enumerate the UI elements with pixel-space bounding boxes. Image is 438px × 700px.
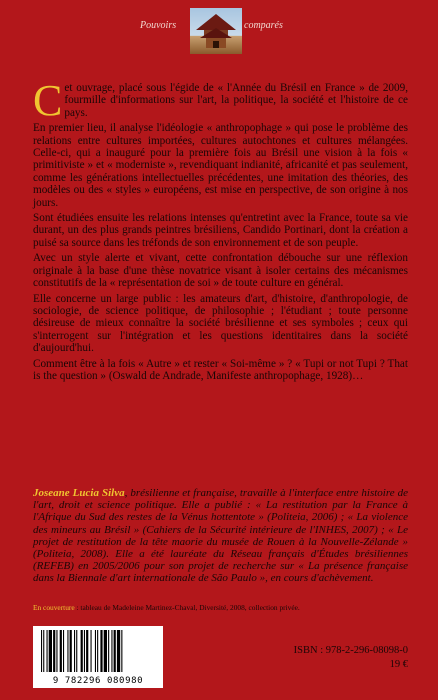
barcode-bars: [41, 630, 155, 672]
pagoda-icon: [190, 8, 242, 54]
barcode-digits: 9 782296 080980: [52, 676, 144, 686]
cover-credit: [33, 603, 408, 612]
series-logo: [140, 8, 300, 54]
barcode: [33, 626, 163, 688]
paragraph: Avec un style alerte et vivant, cette confrontation débouche sur une réflexion originale à la base d'une thèse novatrice visant à isoler certains des mécanismes constitutifs de la « représentation de soi » de toute culture en général.: [33, 252, 408, 290]
cover-credit-text: : tableau de Madeleine Martinez-Chaval, Diversité, 2008, collection privée.: [74, 603, 300, 612]
author-name: Joseane Lucia Silva: [33, 487, 125, 499]
paragraph: Cet ouvrage, placé sous l'égide de « l'Année du Brésil en France » de 2009, fourmille d'informations sur l'art, la politique, la société et l'histoire de ce pays.: [33, 76, 408, 125]
series-logo-word-1: Pouvoirs: [140, 20, 177, 31]
author-bio-text: , brésilienne et française, travaille à l'interface entre histoire de l'art, droit et science politique. Elle a publié : « La restitution par la France à l'Afrique du Sud des restes de la Vénus hottentote » (Politeia, 2006) ; « La violence des mineurs au Brésil » (Cahiers de la Sécurité intérieure de l'INHES, 2007) ; « Le projet de restitution de la tête maorie du musée de Rouen à la Nouvelle-Zélande » (Politeia, 2008). Elle a été lauréate du Réseau français d'Études brésiliennes (REFEB) en 2005/2006 pour son projet de recherche sur « La présence française dans la Biennale d'art internationale de São Paulo », en cours d'achèvement.: [33, 487, 408, 585]
author-bio: [33, 487, 408, 585]
paragraph: Comment être à la fois « Autre » et rester « Soi-même » ? « Tupi or not Tupi ? That is the question » (Oswald de Andrade, Manifeste anthropophage, 1928)…: [33, 357, 408, 382]
paragraph: Sont étudiées ensuite les relations intenses qu'entretint avec la France, toute sa vie durant, un des plus grands peintres brésiliens, Candido Portinari, dont la création a puisé sa source dans les tréfonds de son environnement et de son peuple.: [33, 212, 408, 249]
series-logo-word-2: comparés: [244, 20, 283, 31]
series-logo-image: [190, 8, 242, 54]
paragraph: Elle concerne un large public : les amateurs d'art, d'histoire, d'anthropologie, de sociologie, de science politique, de philosophie ; l'étudiant ; toute personne désireuse de mieux connaître la société brésilienne et ses symboles ; ceux qui s'interrogent sur l'intégration et les questions identitaires dans la société d'aujourd'hui.: [33, 292, 408, 355]
summary-text: [33, 76, 408, 385]
paragraph: En premier lieu, il analyse l'idéologie « anthropophage » qui pose le problème des relations entre cultures importées, cultures autochtones et cultures mélangées. Celle-ci, qui a inauguré pour la première fois au Brésil une vision à la fois « primitiviste » et « moderniste », revendiquant indianité, africanité et pas seulement, comme les générations intellectuelles précédentes, une imitation des théories, des modèles ou des « styles » européens, est mise en perspective, de son origine à nos jours.: [33, 122, 408, 209]
price: 19 €: [389, 659, 408, 670]
cover-credit-label: En couverture: [33, 603, 75, 612]
isbn: ISBN : 978-2-296-08098-0: [293, 645, 408, 656]
